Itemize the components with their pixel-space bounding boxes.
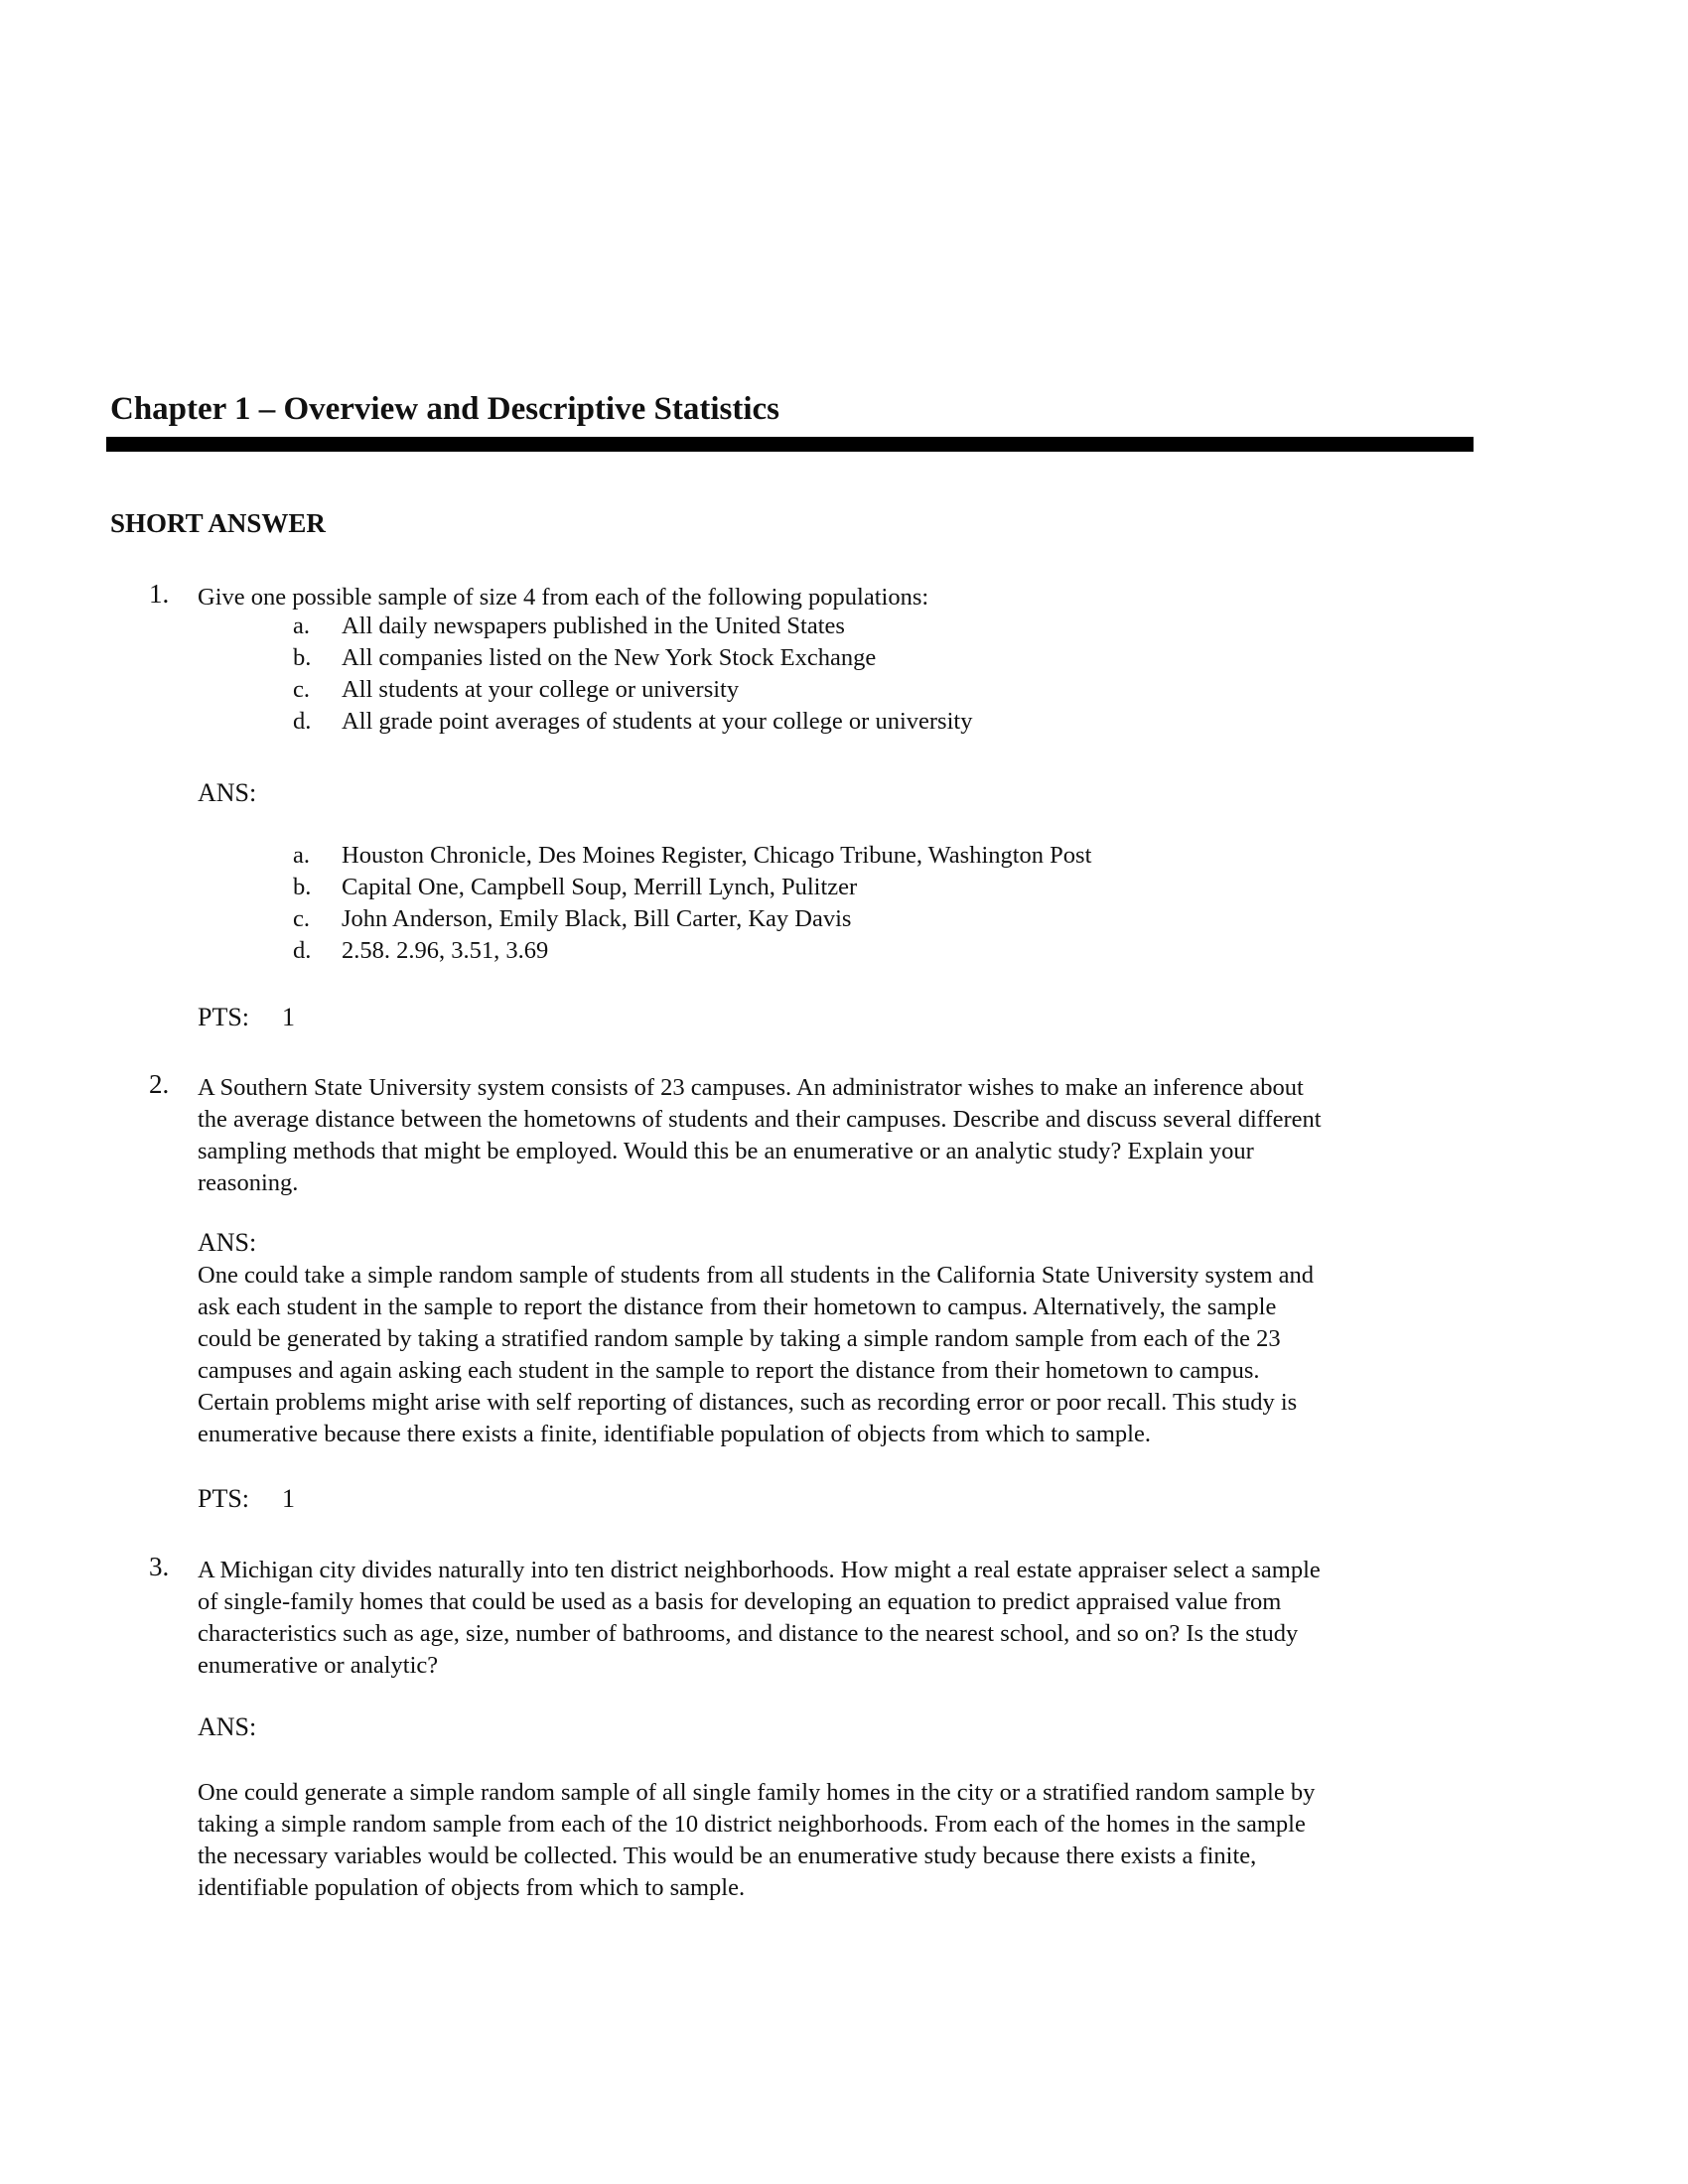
prompt-line: the average distance between the hometowns of students and their campuses. Describe and discuss several different [198,1106,1322,1133]
title-rule [106,437,1474,452]
option-letter: b. [293,644,312,671]
answer-letter: a. [293,842,310,869]
answer-line: One could generate a simple random sample of all single family homes in the city or a stratified random sample by [198,1779,1316,1806]
option-letter: d. [293,708,312,735]
answer-letter: c. [293,905,310,932]
question-number: 3. [149,1552,170,1581]
ans-label: ANS: [198,1228,257,1257]
ans-label: ANS: [198,778,257,807]
prompt-line: characteristics such as age, size, number of bathrooms, and distance to the nearest school, and so on? Is the study [198,1620,1299,1647]
answer-item [293,874,857,901]
answer-line: ask each student in the sample to report the distance from their hometown to campus. Alternatively, the sample [198,1294,1277,1320]
answer-text: John Anderson, Emily Black, Bill Carter, Kay Davis [342,905,852,932]
option-item [293,613,845,640]
answer-line: campuses and again asking each student in the sample to report the distance from their hometown to campus. [198,1357,1260,1384]
option-letter: c. [293,676,310,703]
option-text: All companies listed on the New York Stock Exchange [342,644,877,671]
prompt-line: reasoning. [198,1169,299,1196]
answer-item [293,937,548,965]
question-number: 2. [149,1069,170,1099]
pts-value: 1 [282,1003,295,1031]
option-text: All grade point averages of students at your college or university [342,708,973,735]
answer-line: taking a simple random sample from each of the 10 district neighborhoods. From each of the homes in the sample [198,1811,1306,1838]
pts-label: PTS: [198,1484,250,1513]
answer-line: the necessary variables would be collected. This would be an enumerative study because there exists a finite, [198,1843,1257,1869]
answer-line: enumerative because there exists a finite, identifiable population of objects from which to sample. [198,1421,1151,1447]
answer-line: could be generated by taking a stratified random sample by taking a simple random sample from each of the 23 [198,1325,1281,1352]
answer-text: Houston Chronicle, Des Moines Register, Chicago Tribune, Washington Post [342,842,1092,869]
option-letter: a. [293,613,310,639]
question-prompt [198,582,1478,614]
answer-paragraph [198,1777,1478,1904]
prompt-line: Give one possible sample of size 4 from each of the following populations: [198,584,929,611]
answer-text: Capital One, Campbell Soup, Merrill Lynch, Pulitzer [342,874,858,900]
answer-paragraph [198,1260,1478,1450]
pts-value: 1 [282,1484,295,1513]
answer-item [293,842,1091,870]
answer-letter: b. [293,874,312,900]
question-prompt [198,1555,1478,1682]
prompt-line: sampling methods that might be employed. Would this be an enumerative or an analytic study? Explain your [198,1138,1254,1164]
ans-label: ANS: [198,1712,257,1741]
option-item [293,644,876,672]
option-text: All students at your college or university [342,676,740,703]
answer-letter: d. [293,937,312,964]
answer-line: One could take a simple random sample of students from all students in the California State University system and [198,1262,1315,1289]
question-number: 1. [149,579,170,609]
answer-line: identifiable population of objects from which to sample. [198,1874,746,1901]
chapter-title: Chapter 1 – Overview and Descriptive Statistics [110,391,779,427]
answer-text: 2.58. 2.96, 3.51, 3.69 [342,937,549,964]
prompt-line: A Michigan city divides naturally into ten district neighborhoods. How might a real estate appraiser select a sample [198,1557,1321,1583]
prompt-line: of single-family homes that could be used as a basis for developing an equation to predict appraised value from [198,1588,1282,1615]
option-item [293,676,739,704]
answer-line: Certain problems might arise with self reporting of distances, such as recording error or poor recall. This study is [198,1389,1298,1416]
pts-label: PTS: [198,1003,250,1031]
option-item [293,708,972,736]
section-heading: SHORT ANSWER [110,508,326,538]
answer-item [293,905,851,933]
prompt-line: A Southern State University system consists of 23 campuses. An administrator wishes to make an inference about [198,1074,1304,1101]
question-prompt [198,1072,1478,1199]
option-text: All daily newspapers published in the United States [342,613,845,639]
prompt-line: enumerative or analytic? [198,1652,439,1679]
